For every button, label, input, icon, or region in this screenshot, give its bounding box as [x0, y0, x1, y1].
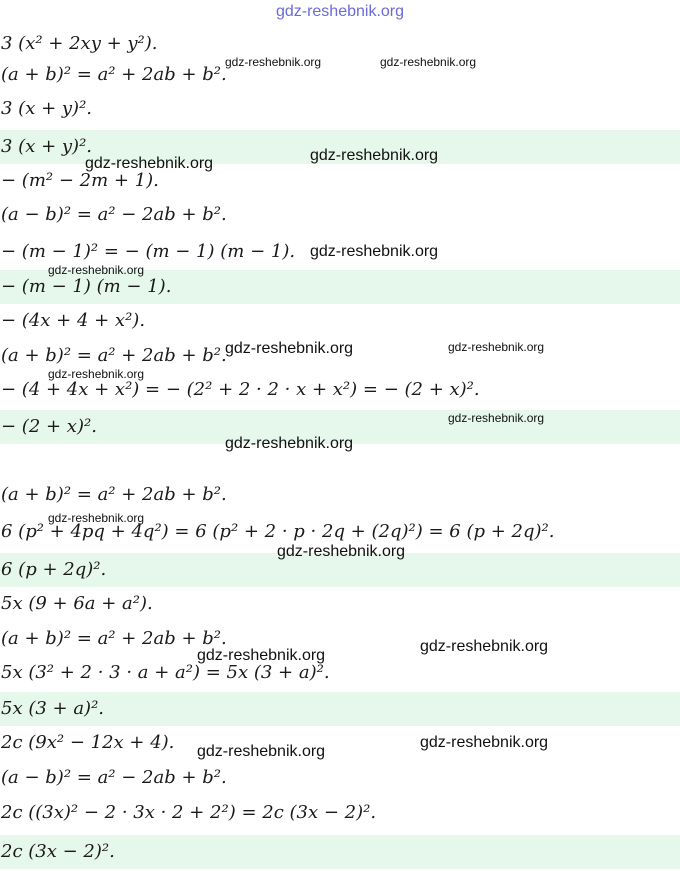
watermark: gdz-reshebnik.org — [197, 743, 326, 760]
watermark: gdz-reshebnik.org — [48, 511, 145, 525]
watermark: gdz-reshebnik.org — [277, 543, 406, 560]
watermark: gdz-reshebnik.org — [448, 340, 545, 354]
solution-line: (a − b)² = a² − 2ab + b². — [1, 204, 227, 225]
solution-line: 3 (x² + 2xy + y²). — [1, 33, 158, 54]
watermark: gdz-reshebnik.org — [225, 55, 322, 69]
watermark: gdz-reshebnik.org — [48, 263, 145, 277]
watermark: gdz-reshebnik.org — [420, 638, 549, 655]
solution-line: 3 (x + y)². — [1, 98, 93, 119]
solution-line: 6 (p² + 4pq + 4q²) = 6 (p² + 2 · p · 2q + (2q)²) = 6 (p + 2q)². — [1, 521, 555, 542]
solution-line: (a + b)² = a² + 2ab + b². — [1, 628, 227, 649]
solution-line: (a + b)² = a² + 2ab + b². — [1, 345, 227, 366]
answer-line: 6 (p + 2q)². — [0, 553, 680, 587]
watermark: gdz-reshebnik.org — [197, 647, 326, 664]
answer-line: 3 (x + y)². — [0, 130, 680, 164]
watermark: gdz-reshebnik.org — [225, 340, 354, 357]
solution-line: − (m² − 2m + 1). — [1, 170, 159, 191]
solution-line: 5x (3² + 2 · 3 · a + a²) = 5x (3 + a)². — [1, 662, 330, 683]
answer-line: 2c (3x − 2)². — [0, 835, 680, 869]
watermark: gdz-reshebnik.org — [48, 367, 145, 381]
solution-line: 2c ((3x)² − 2 · 3x · 2 + 2²) = 2c (3x − 2)². — [1, 802, 377, 823]
watermark: gdz-reshebnik.org — [225, 435, 354, 452]
watermark: gdz-reshebnik.org — [420, 734, 549, 751]
solution-line: 2c (9x² − 12x + 4). — [1, 732, 175, 753]
watermark: gdz-reshebnik.org — [380, 55, 477, 69]
solution-line: − (4 + 4x + x²) = − (2² + 2 · 2 · x + x²) = − (2 + x)². — [1, 379, 480, 400]
solution-line: (a + b)² = a² + 2ab + b². — [1, 484, 227, 505]
solution-line: − (4x + 4 + x²). — [1, 310, 146, 331]
answer-line: 5x (3 + a)². — [0, 692, 680, 726]
answer-line: − (2 + x)². — [0, 410, 680, 444]
watermark: gdz-reshebnik.org — [85, 155, 214, 172]
solution-line: 5x (9 + 6a + a²). — [1, 593, 153, 614]
watermark: gdz-reshebnik.org — [310, 147, 439, 164]
solution-line: (a + b)² = a² + 2ab + b². — [1, 64, 227, 85]
watermark: gdz-reshebnik.org — [310, 243, 439, 260]
solution-line: (a − b)² = a² − 2ab + b². — [1, 767, 227, 788]
solution-line: − (m − 1)² = − (m − 1) (m − 1). — [1, 241, 296, 262]
answer-line: − (m − 1) (m − 1). — [0, 270, 680, 304]
site-header: gdz-reshebnik.org — [275, 3, 405, 20]
watermark: gdz-reshebnik.org — [448, 411, 545, 425]
